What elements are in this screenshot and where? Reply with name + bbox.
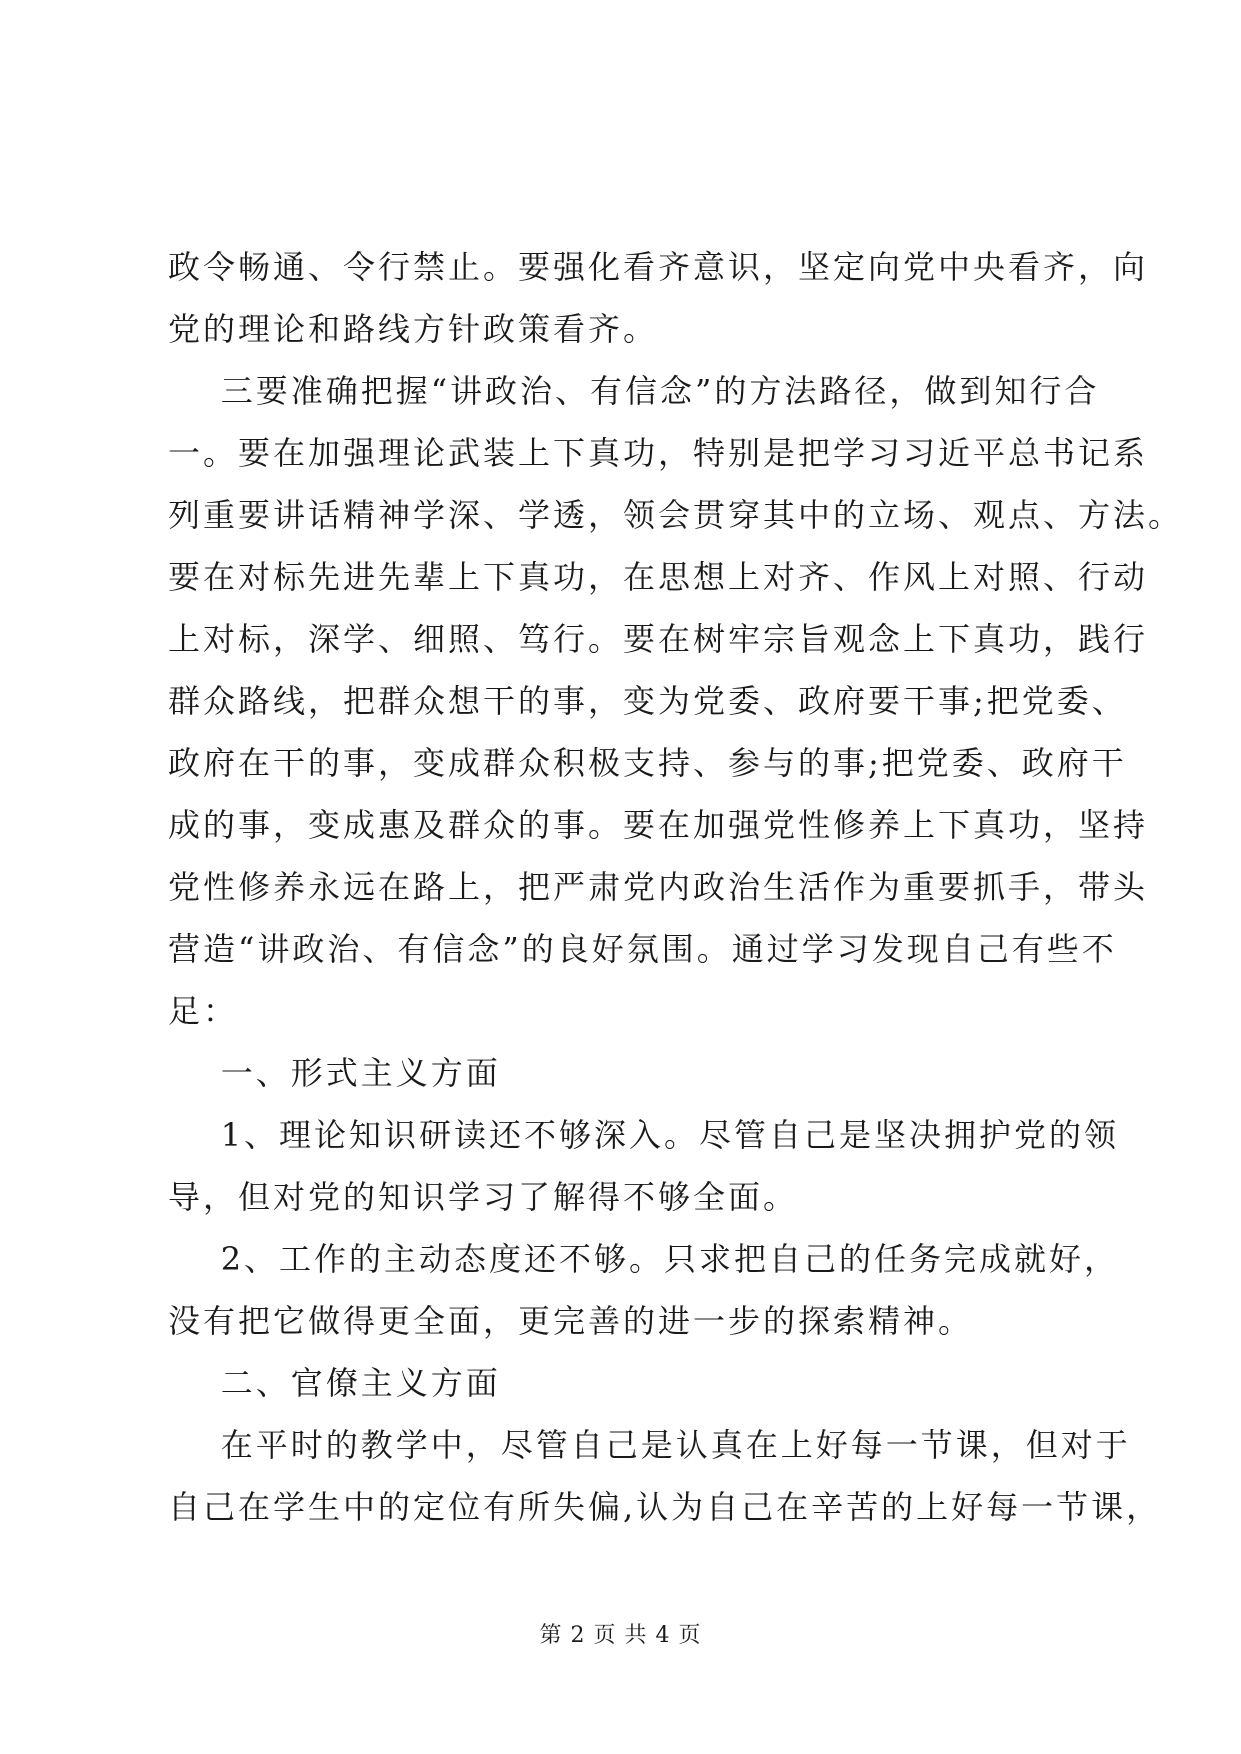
text-line: 自己在学生中的定位有所失偏,认为自己在辛苦的上好每一节课， [168,1488,1162,1526]
text-line: 成的事，变成惠及群众的事。要在加强党性修养上下真功，坚持 [168,806,1149,844]
text-line: 上对标，深学、细照、笃行。要在树牢宗旨观念上下真功，践行 [168,620,1149,658]
section-heading: 一、形式主义方面 [168,1054,501,1092]
text-line: 群众路线，把群众想干的事，变为党委、政府要干事;把党委、 [168,682,1127,720]
text-line: 1、理论知识研读还不够深入。尽管自己是坚决拥护党的领 [168,1116,1120,1154]
text-line: 足： [168,992,239,1030]
text-line: 党性修养永远在路上，把严肃党内政治生活作为重要抓手，带头 [168,868,1149,906]
text-line: 三要准确把握“讲政治、有信念”的方法路径，做到知行合 [168,372,1100,410]
page-number-footer: 第 2 页 共 4 页 [539,1623,702,1648]
text-line: 党的理论和路线方针政策看齐。 [168,310,659,348]
body-text [168,236,1184,1538]
text-line: 导，但对党的知识学习了解得不够全面。 [168,1178,799,1216]
text-line: 一。要在加强理论武装上下真功，特别是把学习习近平总书记系 [168,434,1149,472]
section-heading: 二、官僚主义方面 [168,1364,501,1402]
text-line: 列重要讲话精神学深、学透，领会贯穿其中的立场、观点、方法。 [168,496,1184,534]
text-line: 在平时的教学中，尽管自己是认真在上好每一节课，但对于 [168,1426,1131,1464]
text-line: 政府在干的事，变成群众积极支持、参与的事;把党委、政府干 [168,744,1127,782]
text-line: 2、工作的主动态度还不够。只求把自己的任务完成就好， [168,1240,1120,1278]
text-line: 没有把它做得更全面，更完善的进一步的探索精神。 [168,1302,974,1340]
text-line: 政令畅通、令行禁止。要强化看齐意识，坚定向党中央看齐，向 [168,248,1149,286]
text-line: 要在对标先进先辈上下真功，在思想上对齐、作风上对照、行动 [168,558,1149,596]
text-line: 营造“讲政治、有信念”的良好氛围。通过学习发现自己有些不 [168,930,1117,968]
